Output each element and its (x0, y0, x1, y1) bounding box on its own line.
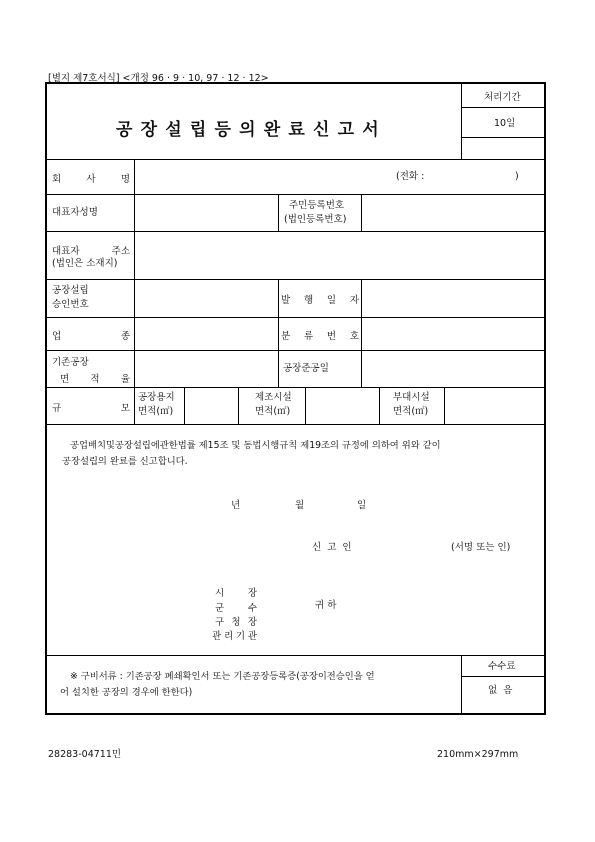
representative-name-field[interactable] (136, 196, 276, 229)
processing-period-value: 10일 (494, 118, 516, 129)
site-area-label-line1: 공장용지 (138, 392, 175, 403)
phone-close: ) (515, 171, 519, 182)
phone-label: (전화 : (396, 171, 425, 182)
approval-number-label-line2: 승인번호 (52, 299, 89, 310)
honorific-label: 귀 하 (315, 600, 337, 611)
approval-number-field[interactable] (136, 281, 276, 315)
resident-number-label-line2: (법인등록번호) (284, 214, 347, 225)
manufacturing-area-label-line1: 제조시설 (255, 392, 292, 403)
completion-date-label: 공장준공일 (283, 363, 329, 374)
company-name-field[interactable] (136, 161, 391, 192)
representative-address-label-line1: 대표자 주소 (52, 246, 130, 257)
form-title: 공장설립등의완료신고서 (116, 120, 387, 140)
processing-period-label: 처리기간 (484, 92, 521, 103)
industry-label: 업 종 (52, 331, 130, 342)
industry-field[interactable] (136, 319, 276, 348)
manufacturing-area-field[interactable] (307, 389, 377, 422)
representative-address-label-line2: (법인은 소재지) (52, 258, 118, 269)
date-day-label: 일 (357, 500, 367, 511)
form-number-note: [별지 제7호서식] <개정 96 · 9 · 10, 97 · 12 · 12> (48, 73, 269, 84)
representative-name-label: 대표자성명 (52, 207, 98, 218)
recipient-county-head: 군 수 (215, 603, 257, 614)
attachments-line1: ※ 구비서류 : 기존공장 폐쇄확인서 또는 기존공장등록증(공장이전승인을 얻 (70, 671, 375, 682)
declaration-line2: 공장설립의 완료를 신고합니다. (62, 456, 188, 467)
recipient-mayor: 시 장 (215, 588, 257, 599)
footer-form-code: 28283-04711민 (48, 749, 122, 760)
attachments-line2: 어 설치한 공장의 경우에 한한다) (60, 687, 193, 698)
site-area-label-line2: 면적(㎡) (138, 406, 174, 417)
date-month-label: 월 (295, 500, 305, 511)
fee-label: 수수료 (488, 661, 516, 672)
signature-field[interactable] (370, 536, 446, 556)
classification-number-label: 분 류 번 호 (281, 331, 359, 342)
representative-address-field[interactable] (136, 233, 543, 277)
existing-area-label-line1: 기존공장 (52, 357, 89, 368)
approval-number-label-line1: 공장설립 (52, 285, 89, 296)
auxiliary-area-label-line1: 부대시설 (393, 392, 430, 403)
auxiliary-area-field[interactable] (446, 389, 543, 422)
classification-number-field[interactable] (363, 319, 543, 348)
company-name-label: 회 사 명 (52, 174, 130, 185)
scale-label: 규 모 (52, 403, 130, 414)
existing-area-label-line2: 면 적 율 (60, 374, 130, 385)
date-year-label: 년 (231, 500, 241, 511)
resident-number-field[interactable] (363, 196, 543, 229)
completion-date-field[interactable] (363, 352, 543, 385)
signature-note: (서명 또는 인) (451, 542, 511, 553)
reporter-label: 신 고 인 (312, 542, 352, 553)
resident-number-label-line1: 주민등록번호 (289, 200, 345, 211)
issue-date-label: 발 행 일 자 (281, 295, 359, 306)
issue-date-field[interactable] (363, 281, 543, 315)
manufacturing-area-label-line2: 면적(㎡) (255, 406, 291, 417)
auxiliary-area-label-line2: 면적(㎡) (393, 406, 429, 417)
site-area-field[interactable] (186, 389, 236, 422)
fee-value: 없 음 (488, 685, 513, 696)
existing-area-field[interactable] (136, 352, 276, 385)
declaration-line1: 공업배치및공장설립에관한법률 제15조 및 동법시행규칙 제19조의 규정에 의하여 위와 같이 (70, 440, 441, 451)
recipient-district-head: 구 청 장 (215, 617, 257, 628)
footer-paper-size: 210mm×297mm (437, 749, 519, 760)
recipient-management-agency: 관 리 기 관 (212, 631, 257, 642)
